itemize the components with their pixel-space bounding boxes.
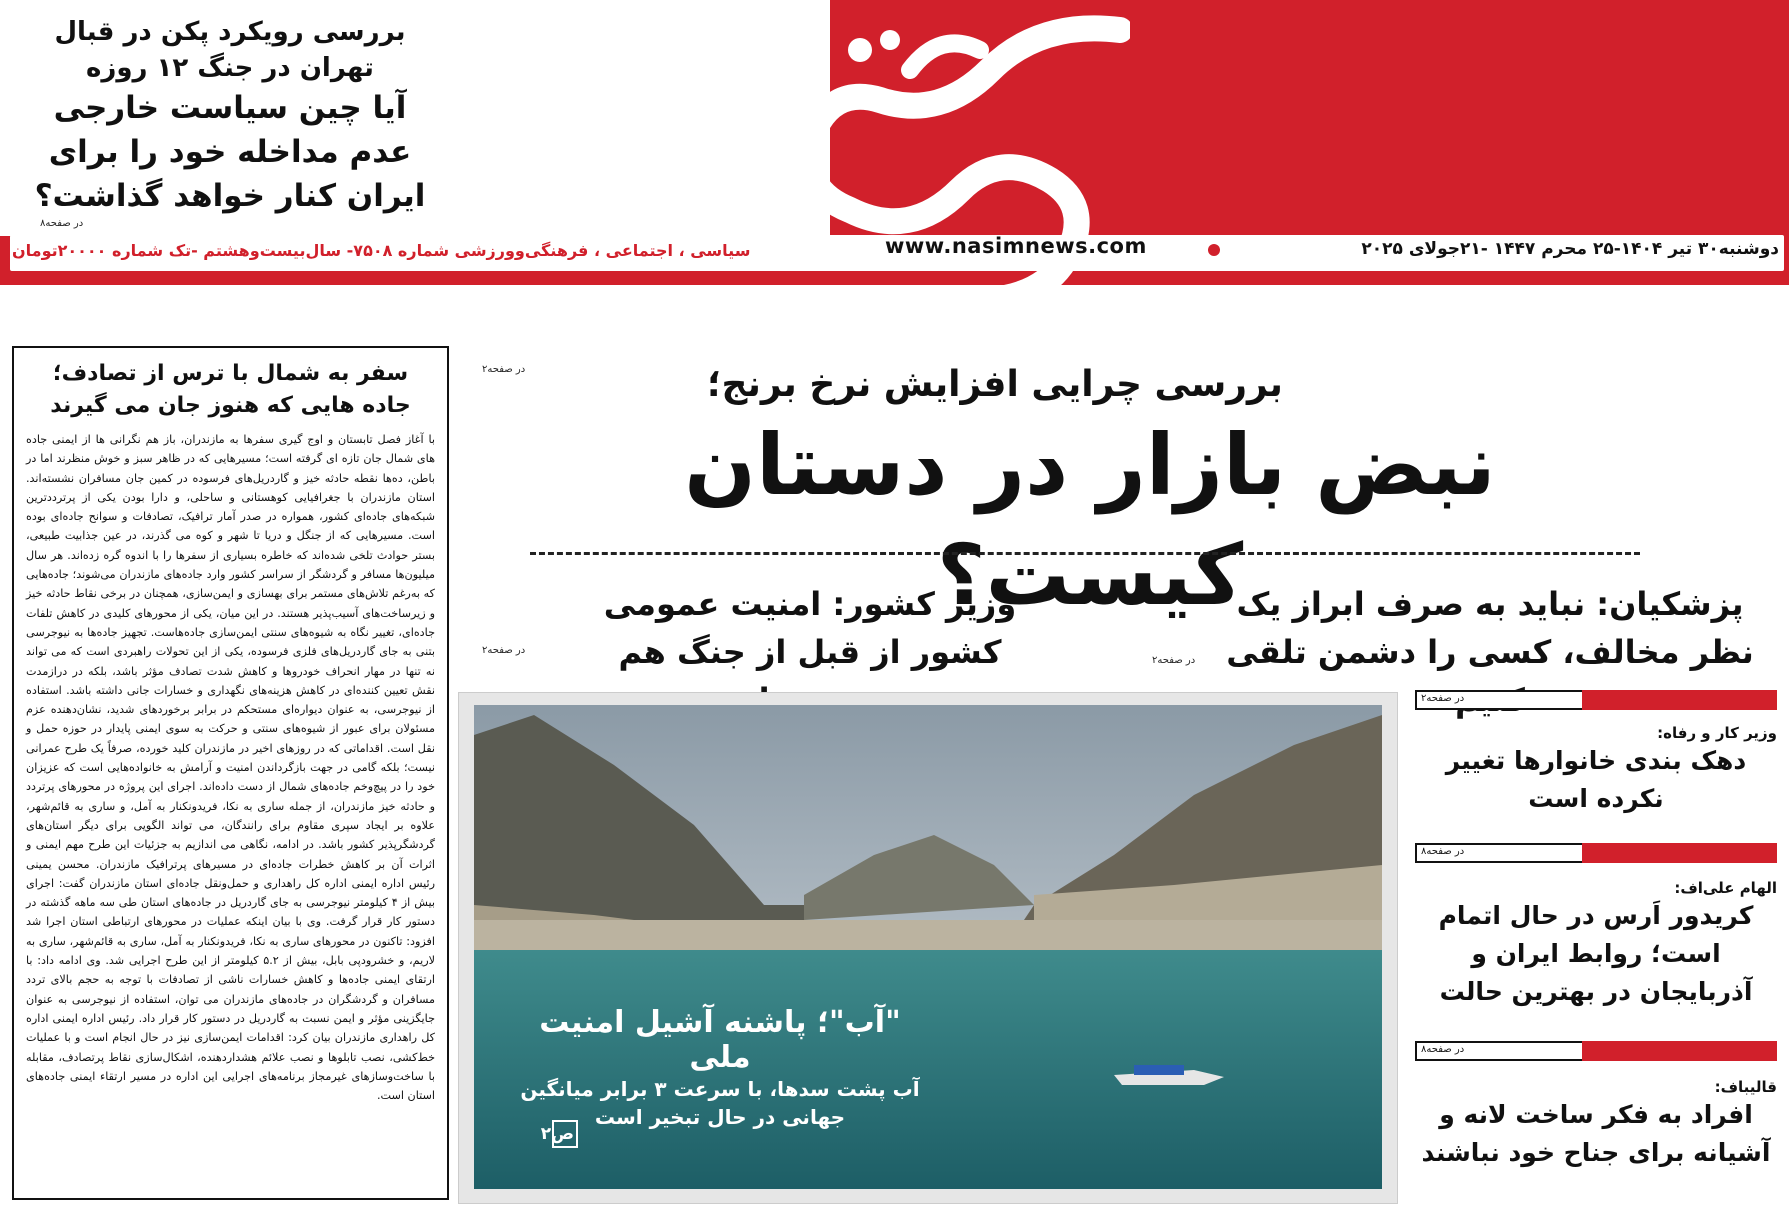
brief-item-1[interactable] <box>1415 724 1777 818</box>
left-story-title-line1: سفر به شمال با ترس از تصادف؛ <box>52 361 409 386</box>
brief-divider-red <box>1582 843 1777 863</box>
brief-2-source: الهام علی‌اف: <box>1674 879 1777 897</box>
brief-divider-red <box>1582 1041 1777 1061</box>
brief-2-page-ref: در صفحه۸ <box>1421 846 1465 857</box>
top-teaser-kicker: بررسی رویکرد پکن در قبال تهران در جنگ ۱۲ روزه <box>54 17 406 83</box>
site-url[interactable]: www.nasimnews.com <box>885 234 1147 258</box>
brief-1-source: وزیر کار و رفاه: <box>1657 724 1777 742</box>
brief-2-title: کریدور اَرس در حال اتمام است؛ روابط ایران و آذربایجان در بهترین حالت <box>1438 901 1754 1006</box>
brief-item-2[interactable] <box>1415 879 1777 1011</box>
url-bullet-icon <box>1208 244 1220 256</box>
lead-page-ref: در صفحه۲ <box>482 364 526 375</box>
brief-3-title: افراد به فکر ساخت لانه و آشیانه برای جناح خود نباشند <box>1421 1100 1771 1167</box>
brief-1-page-ref: در صفحه۲ <box>1421 693 1465 704</box>
date-line: دوشنبه۳۰ تیر ۱۴۰۴-۲۵ محرم ۱۴۴۷ -۲۱جولای ۲۰۲۵ <box>1361 239 1779 259</box>
masthead-description: سیاسی ، اجتماعی ، فرهنگی‌وورزشی شماره ۷۵۰۸- سال‌بیست‌وهشتم -تک شماره ۲۰۰۰۰تومان <box>12 241 751 260</box>
left-story-title-line2: جاده هایی که هنوز جان می گیرند <box>50 393 411 418</box>
brief-3-source: قالیباف: <box>1714 1078 1777 1096</box>
left-column-story[interactable] <box>12 346 449 1200</box>
masthead-subtitle: روزنامه صبح ایران <box>940 295 1122 319</box>
photo-caption <box>520 1005 920 1131</box>
brief-divider-red <box>1582 690 1777 710</box>
brief-item-3[interactable] <box>1415 1078 1777 1172</box>
photo-caption-body: آب پشت سدها، با سرعت ۳ برابر میانگین جهانی در حال تبخیر است <box>520 1077 920 1129</box>
secondary-right-page-ref: در صفحه۲ <box>1152 655 1196 666</box>
top-teaser-page-ref: در صفحه۸ <box>40 218 84 229</box>
brief-1-title: دهک بندی خانوارها تغییر نکرده است <box>1445 746 1747 813</box>
left-story-body: با آغاز فصل تابستان و اوج گیری سفرها به مازندران، باز هم نگرانی ها از ایمنی جاده های شمال جان تازه ای گرفته است؛ مسیرهایی که در ظاهر سبز و خوش منظرند اما در باطن، ده‌ها نقطه حادثه خیز و گاردریل‌های فرسوده در کمین جان مسافران نشسته‌اند. استان مازندران با جغرافیایی کوهستانی و ساحلی، و دارا بودن یکی از پرترددترین شبکه‌های جاده‌ای کشور، همواره در صدر آمار ترافیک، تصادفات و سوانح جاده‌ای بوده است. مسیرهایی که از جنگل و دریا تا شهر و کوه می گذرند، در عین جذابیت طبیعی، بستر حوادث تلخی شده‌اند که خاطره بسیاری از سفرها را با اندوه گره زده‌اند. هر سال میلیون‌ها مسافر و گردشگر از سراسر کشور وارد جاده‌های مازندران می‌شوند؛ جاده‌هایی که به‌رغم تلاش‌های مستمر برای بهسازی و ایمن‌سازی، همچنان در برخی نقاط حادثه خیز و زیرساخت‌های آسیب‌پذیر هستند. در این میان، یکی از محورهای کلیدی در کاهش تلفات جاده‌ای، تغییر نگاه به شیوه‌های سنتی ایمن‌سازی جاده‌هاست. تجهیز جاده‌ها به نیوجرسی بتنی به جای گاردریل‌های فلزی فرسوده، یکی از این تحولات راهبردی است که می تواند نه تنها در مهار انحراف خودروها و کاهش شدت تصادف مؤثر باشد، بلکه در درازمدت نقش تعیین کننده‌ای در کاهش هزینه‌های نگهداری و خسارات جانی داشته باشد. استفاده از نیوجرسی، به عنوان دیواره‌ای مستحکم در برابر برخوردهای شدید، نشان‌دهنده عزم مسئولان برای عبور از شیوه‌های سنتی و حرکت به سوی ایمنی پایدار در حوزه حمل و نقل است. اقداماتی که در روزهای اخیر در مازندران کلید خورده، صرفاً یک طرح عمرانی نیست؛ بلکه گامی در جهت بازگرداندن امنیت و آرامش به خانواده‌هایی است که عزیزان خود را در پیچ‌وخم جاده‌های شمال از دست داده‌اند. اجرای این پروژه در محورهای پرتردد و حادثه خیز مازندران، از جمله ساری به نکا، فریدونکنار به آمل، و ساری به قائم‌شهر، علاوه بر ایجاد سپری مقاوم برای رانندگان، می تواند الگویی برای دیگر استان‌های گردشگرپذیر کشور باشد. در ادامه، نگاهی می اندازیم به جزئیات این طرح مهم ایمنی و اثرات آن بر کاهش خطرات جاده‌ای در مسیرهای پرترافیک مازندران. محسن یمینی رئیس اداره ایمنی اداره کل راهداری و حمل‌ونقل جاده‌ای استان مازندران گفت: اجرای بیش از ۴ کیلومتر نیوجرسی به جای گاردریل در جاده‌های استان طی سه ماهه گذشته در دستور کار قرار گرفت. وی با بیان اینکه عملیات در محورهای ارتباطی استان اجرا شد افزود: تاکنون در محورهای ساری به نکا، فریدونکنار به آمل، ساری به قائم‌شهر، ساری به لاریم، و خشرودپی بابل، بیش از ۵.۲ کیلومتر از این طرح اجرایی شد. وی ادامه داد: با ارتقای ایمنی جاده‌ها و کاهش خسارات ناشی از تصادفات با توجه به حجم بالای تردد مسافران و گردشگران در جاده‌های مازندران می توان، استفاده از نیوجرسی به عنوان جایگزینی مؤثر و ایمن نسبت به گاردریل در دستور کار قرار داد. رئیس اداره ایمنی اداره کل راهداری مازندران بیان کرد: اقدامات ایمن‌سازی نیز در حال انجام است و با عملیات خط‌کشی، نصب تابلوها و نصب علائم هشداردهنده، اشکال‌سازی نقاط پرتصادف، مقابله با ساخت‌وسازهای غیرمجاز برنامه‌های اجرایی این اداره در مسیر ارتقاء ایمنی جاده‌های استان است. <box>26 433 435 1103</box>
brief-divider-3 <box>1415 1041 1777 1061</box>
secondary-left-page-ref: در صفحه۲ <box>482 645 526 656</box>
lead-kicker: بررسی چرایی افزایش نرخ برنج؛ <box>707 364 1283 405</box>
secondary-story-left[interactable]: وزیر کشور: امنیت عمومی کشور از قبل از جنگ هم <box>603 585 1017 671</box>
top-teaser-headline: آیا چین سیاست خارجی عدم مداخله خود را برای ایران کنار خواهد گذاشت؟ <box>34 90 426 214</box>
brief-3-page-ref: در صفحه۸ <box>1421 1044 1465 1055</box>
secondary-story-right[interactable]: پزشکیان: نباید به صرف ابراز یک نظر مخالف، کسی را دشمن تلقی <box>1226 585 1754 671</box>
lead-headline[interactable]: نبض بازار در دستان کیست؟ <box>684 416 1496 624</box>
photo-caption-title: "آب"؛ پاشنه آشیل امنیت ملی <box>539 1005 901 1075</box>
top-teaser[interactable] <box>20 14 440 229</box>
right-column-briefs <box>1415 686 1777 1204</box>
photo-page-mark: ص۲ <box>552 1120 578 1148</box>
brief-divider-1 <box>1415 690 1777 710</box>
dashed-divider <box>530 552 1640 555</box>
brief-divider-2 <box>1415 843 1777 863</box>
